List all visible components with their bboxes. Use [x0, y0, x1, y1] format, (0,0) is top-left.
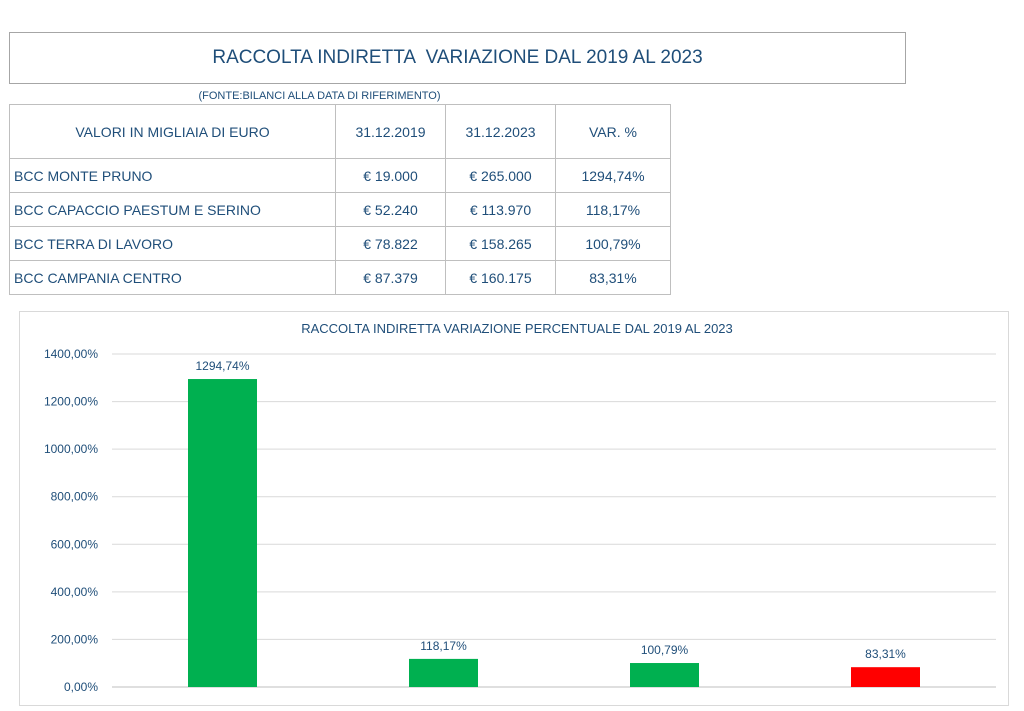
row-value-2023: € 158.265 — [446, 227, 556, 261]
data-label: 83,31% — [865, 647, 906, 662]
chart-container — [19, 311, 1009, 706]
row-value-2019: € 19.000 — [336, 159, 446, 193]
chart-title: RACCOLTA INDIRETTA VARIAZIONE PERCENTUALE DAL 2019 AL 2023 — [301, 321, 733, 336]
row-variation: 100,79% — [556, 227, 671, 261]
row-value-2023: € 160.175 — [446, 261, 556, 295]
row-value-2023: € 265.000 — [446, 159, 556, 193]
data-label: 118,17% — [420, 638, 467, 653]
table-header-row — [10, 105, 671, 159]
y-tick-label: 1200,00% — [43, 394, 98, 409]
table-row — [10, 193, 671, 227]
data-label: 1294,74% — [195, 359, 250, 374]
y-tick-label: 800,00% — [50, 489, 98, 504]
row-name: BCC CAMPANIA CENTRO — [10, 261, 336, 295]
row-name: BCC MONTE PRUNO — [10, 159, 336, 193]
row-variation: 1294,74% — [556, 159, 671, 193]
source-note-row — [9, 88, 906, 104]
table-row — [10, 227, 671, 261]
row-value-2019: € 78.822 — [336, 227, 446, 261]
row-variation: 118,17% — [556, 193, 671, 227]
y-tick-label: 200,00% — [50, 632, 98, 647]
bar-chart — [20, 312, 1008, 705]
table-row — [10, 159, 671, 193]
source-note: (FONTE:BILANCI ALLA DATA DI RIFERIMENTO) — [198, 90, 441, 102]
bars — [188, 379, 920, 687]
report-title-box — [9, 32, 906, 84]
row-value-2019: € 52.240 — [336, 193, 446, 227]
bar — [188, 379, 257, 687]
column-header-var: VAR. % — [556, 105, 671, 159]
report-title: RACCOLTA INDIRETTA VARIAZIONE DAL 2019 AL 2023 — [212, 47, 703, 68]
bar — [630, 663, 699, 687]
row-value-2023: € 113.970 — [446, 193, 556, 227]
data-label: 100,79% — [640, 643, 689, 658]
row-name: BCC TERRA DI LAVORO — [10, 227, 336, 261]
row-name: BCC CAPACCIO PAESTUM E SERINO — [10, 193, 336, 227]
column-header-2023: 31.12.2023 — [446, 105, 556, 159]
row-variation: 83,31% — [556, 261, 671, 295]
bar — [409, 659, 478, 687]
y-tick-label: 400,00% — [50, 584, 98, 599]
y-axis-ticks — [44, 347, 98, 694]
row-value-2019: € 87.379 — [336, 261, 446, 295]
y-tick-label: 0,00% — [63, 680, 98, 694]
bar — [851, 667, 920, 687]
data-labels — [195, 359, 906, 661]
data-table — [9, 104, 671, 295]
y-tick-label: 1000,00% — [43, 442, 98, 457]
column-header-2019: 31.12.2019 — [336, 105, 446, 159]
column-header-name: VALORI IN MIGLIAIA DI EURO — [10, 105, 336, 159]
table-row — [10, 261, 671, 295]
y-tick-label: 600,00% — [50, 537, 98, 552]
y-tick-label: 1400,00% — [43, 347, 98, 361]
